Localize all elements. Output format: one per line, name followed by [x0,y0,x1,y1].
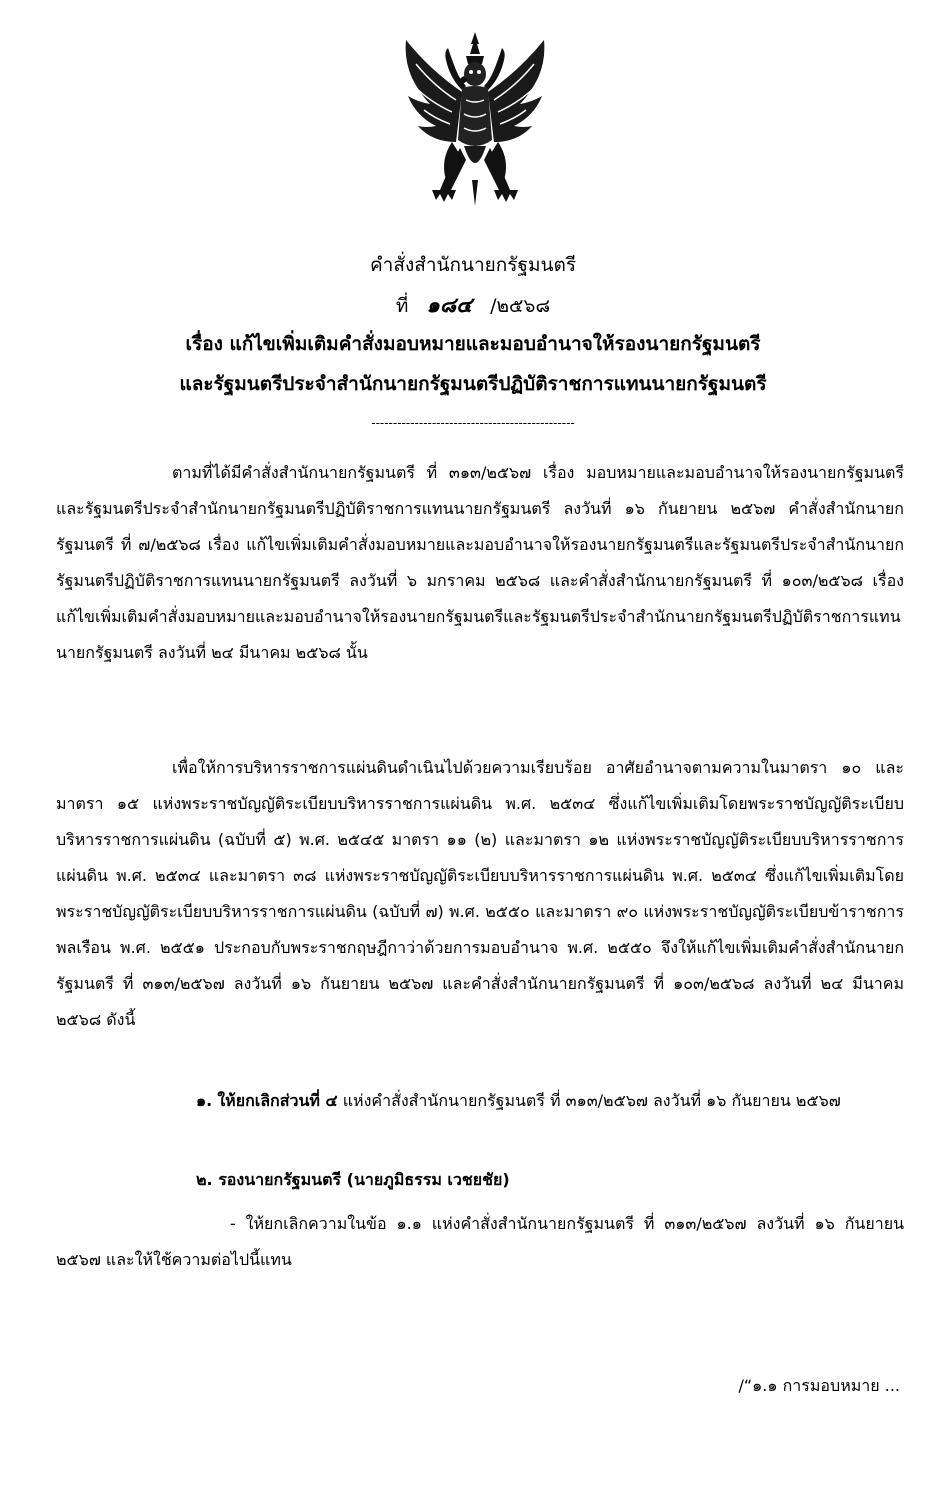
paragraph-authority: เพื่อให้การบริหารราชการแผ่นดินดำเนินไปด้วยความเรียบร้อย อาศัยอำนาจตามความในมาตรา ๑๐ และมาตรา ๑๕ แห่งพระราชบัญญัติระเบียบบริหารราชการแผ่นดิน พ.ศ. ๒๕๓๔ ซึ่งแก้ไขเพิ่มเติมโดยพระราชบัญญัติระเบียบบริหารราชการแผ่นดิน (ฉบับที่ ๕) พ.ศ. ๒๕๔๕ มาตรา ๑๑ (๒) และมาตรา ๑๒ แห่งพระราชบัญญัติระเบียบบริหารราชการแผ่นดิน พ.ศ. ๒๕๓๔ และมาตรา ๓๘ แห่งพระราชบัญญัติระเบียบบริหารราชการแผ่นดิน พ.ศ. ๒๕๓๔ ซึ่งแก้ไขเพิ่มเติมโดยพระราชบัญญัติระเบียบบริหารราชการแผ่นดิน (ฉบับที่ ๗) พ.ศ. ๒๕๕๐ และมาตรา ๙๐ แห่งพระราชบัญญัติระเบียบข้าราชการพลเรือน พ.ศ. ๒๕๕๑ ประกอบกับพระราชกฤษฎีกาว่าด้วยการมอบอำนาจ พ.ศ. ๒๕๕๐ จึงให้แก้ไขเพิ่มเติมคำสั่งสำนักนายกรัฐมนตรี ที่ ๓๑๓/๒๕๖๗ ลงวันที่ ๑๖ กันยายน ๒๕๖๗ และคำสั่งสำนักนายกรัฐมนตรี ที่ ๑๐๓/๒๕๖๘ ลงวันที่ ๒๔ มีนาคม ๒๕๖๘ ดังนี้ [56,758,905,1029]
number-year: /๒๕๖๘ [490,295,551,317]
subject-line-1: เรื่อง แก้ไขเพิ่มเติมคำสั่งมอบหมายและมอบอำนาจให้รองนายกรัฐมนตรี [185,333,761,355]
paragraph-preamble: ตามที่ได้มีคำสั่งสำนักนายกรัฐมนตรี ที่ ๓๑๓/๒๕๖๗ เรื่อง มอบหมายและมอบอำนาจให้รองนายกรัฐมนตรีและรัฐมนตรีประจำสำนักนายกรัฐมนตรีปฏิบัติราชการแทนนายกรัฐมนตรี ลงวันที่ ๑๖ กันยายน ๒๕๖๗ คำสั่งสำนักนายกรัฐมนตรี ที่ ๗/๒๕๖๘ เรื่อง แก้ไขเพิ่มเติมคำสั่งมอบหมายและมอบอำนาจให้รองนายกรัฐมนตรีและรัฐมนตรีประจำสำนักนายกรัฐมนตรีปฏิบัติราชการแทนนายกรัฐมนตรี ลงวันที่ ๖ มกราคม ๒๕๖๘ และคำสั่งสำนักนายกรัฐมนตรี ที่ ๑๐๓/๒๕๖๘ เรื่อง แก้ไขเพิ่มเติมคำสั่งมอบหมายและมอบอำนาจให้รองนายกรัฐมนตรีและรัฐมนตรีประจำสำนักนายกรัฐมนตรีปฏิบัติราชการแทนนายกรัฐมนตรี ลงวันที่ ๒๔ มีนาคม ๒๕๖๘ นั้น [56,463,904,662]
garuda-emblem-icon [400,30,550,210]
clause-2-text: - ให้ยกเลิกความในข้อ ๑.๑ แห่งคำสั่งสำนักนายกรัฐมนตรี ที่ ๓๑๓/๒๕๖๗ ลงวันที่ ๑๖ กันยายน ๒๕๖๗ และให้ใช้ความต่อไปนี้แทน [56,1214,904,1269]
header-divider: ----------------------------------------------- [371,416,575,430]
number-prefix: ที่ [395,295,409,317]
clause-1-heading: ให้ยกเลิกส่วนที่ ๔ [217,1091,338,1110]
clause-1-text: แห่งคำสั่งสำนักนายกรัฐมนตรี ที่ ๓๑๓/๒๕๖๗ ลงวันที่ ๑๖ กันยายน ๒๕๖๗ [342,1091,841,1110]
clause-2-heading: ๒. รองนายกรัฐมนตรี (นายภูมิธรรม เวชยชัย) [196,1170,510,1189]
handwritten-number: ๑๘๔ [426,292,472,317]
document-number [0,291,946,320]
subject-line-2: และรัฐมนตรีประจำสำนักนายกรัฐมนตรีปฏิบัติราชการแทนนายกรัฐมนตรี [179,373,767,395]
clause-1 [56,1083,904,1119]
clause-1-number: ๑. [196,1091,213,1110]
document-title: คำสั่งสำนักนายกรัฐมนตรี [369,254,577,276]
page-continuation: /“๑.๑ การมอบหมาย ... [738,1376,900,1395]
